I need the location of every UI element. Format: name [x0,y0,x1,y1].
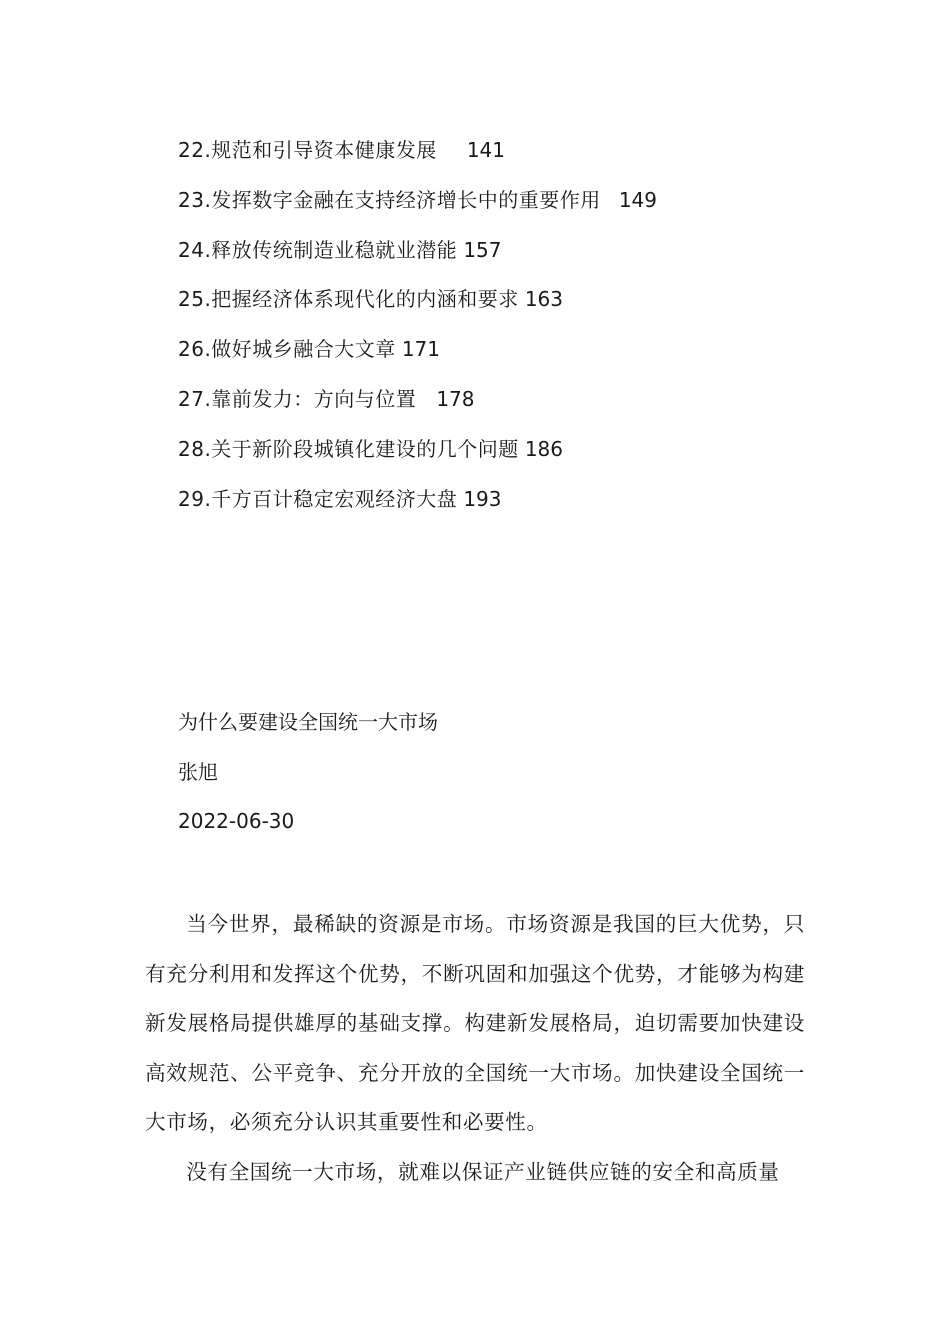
toc-item-title: 24.释放传统制造业稳就业潜能 [178,237,458,262]
toc-item-page: 157 [463,237,502,262]
toc-item-title: 23.发挥数字金融在支持经济增长中的重要作用 [178,187,601,212]
toc-item [178,381,818,431]
article-paragraph: 没有全国统一大市场，就难以保证产业链供应链的安全和高质量 [186,1159,780,1184]
toc-item-page: 141 [466,138,505,162]
toc-item-page: 193 [463,486,502,511]
article-body [145,900,805,1198]
toc-item [178,331,818,381]
toc-item-page: 186 [524,436,563,461]
toc-item-title: 22.规范和引导资本健康发展 [178,138,437,162]
article-header [178,704,798,853]
toc-item [178,132,818,182]
article-date: 2022-06-30 [178,809,295,833]
toc-item-title: 25.把握经济体系现代化的内涵和要求 [178,287,519,312]
article-paragraph: 当今世界，最稀缺的资源是市场。市场资源是我国的巨大优势，只有充分利用和发挥这个优势，不断巩固和加强这个优势，才能够为构建新发展格局提供雄厚的基础支撑。构建新发展格局，迫切需要加快建设高效规范、公平竞争、充分开放的全国统一大市场。加快建设全国统一大市场，必须充分认识其重要性和必要性。 [145,912,805,1135]
toc-item [178,232,818,282]
article-author: 张旭 [178,759,218,784]
toc-item-page: 171 [401,337,440,362]
toc-item [178,481,818,531]
toc-item-page: 149 [618,187,657,212]
article-title: 为什么要建设全国统一大市场 [178,710,438,734]
toc-item-title: 26.做好城乡融合大文章 [178,337,396,362]
table-of-contents [178,132,818,530]
toc-item-title: 29.千方百计稳定宏观经济大盘 [178,486,458,511]
toc-item-page: 163 [524,287,563,312]
toc-item-title: 27.靠前发力：方向与位置 [178,386,417,411]
toc-item [178,431,818,481]
toc-item-title: 28.关于新阶段城镇化建设的几个问题 [178,436,519,461]
toc-item [178,182,818,232]
toc-item [178,281,818,331]
toc-item-page: 178 [436,386,475,411]
